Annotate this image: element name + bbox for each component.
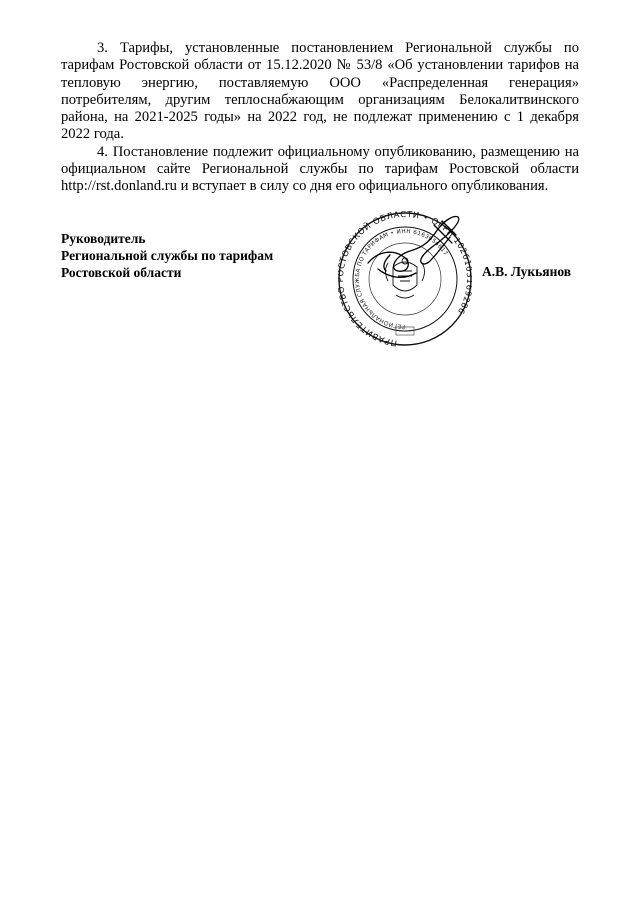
paragraph-4: 4. Постановление подлежит официальному опубликованию, размещению на официальном сайте Региональной службы по тарифам Ростовской области http://rst.donland.ru и вступает в силу со дня его официального опубликования.	[61, 143, 579, 195]
signatory-position	[61, 230, 273, 282]
official-seal-with-signature	[338, 211, 472, 351]
seal-inner-ring	[353, 227, 457, 331]
signatory-position-line: Ростовской области	[61, 265, 182, 281]
signatory-position-line: Региональной службы по тарифам	[61, 248, 274, 264]
seal-outer-text: ПРАВИТЕЛЬСТ ТОВСКОЙ ОБЛАСТИ • ОГРН 1026 286	[338, 211, 472, 349]
coat-of-arms-emblem	[386, 258, 425, 298]
document-body	[61, 40, 579, 196]
seal-graphic	[338, 211, 472, 351]
seal-inner-text: РЕГИОНАЛЬНАЯ СЛУЖБА ПО ТАРИФАМ • ИНН 6163054617	[354, 228, 449, 330]
signatory-name: А.В. Лукьянов	[482, 264, 572, 279]
signatory-position-line: Руководитель	[61, 231, 146, 246]
paragraph-3: 3. Тарифы, установленные постановлением Региональной службы по тарифам Ростовской области от 15.12.2020 № 53/8 «Об установлении тарифов на тепловую энергию, поставляемую ООО «Распределенная генерация» потребителям, другим теплоснабжающим организациям Белокалитвинского района, на 2021-2025 годы» на 2022 год, не подлежат применению с 1 декабря 2022 года.	[61, 40, 579, 143]
